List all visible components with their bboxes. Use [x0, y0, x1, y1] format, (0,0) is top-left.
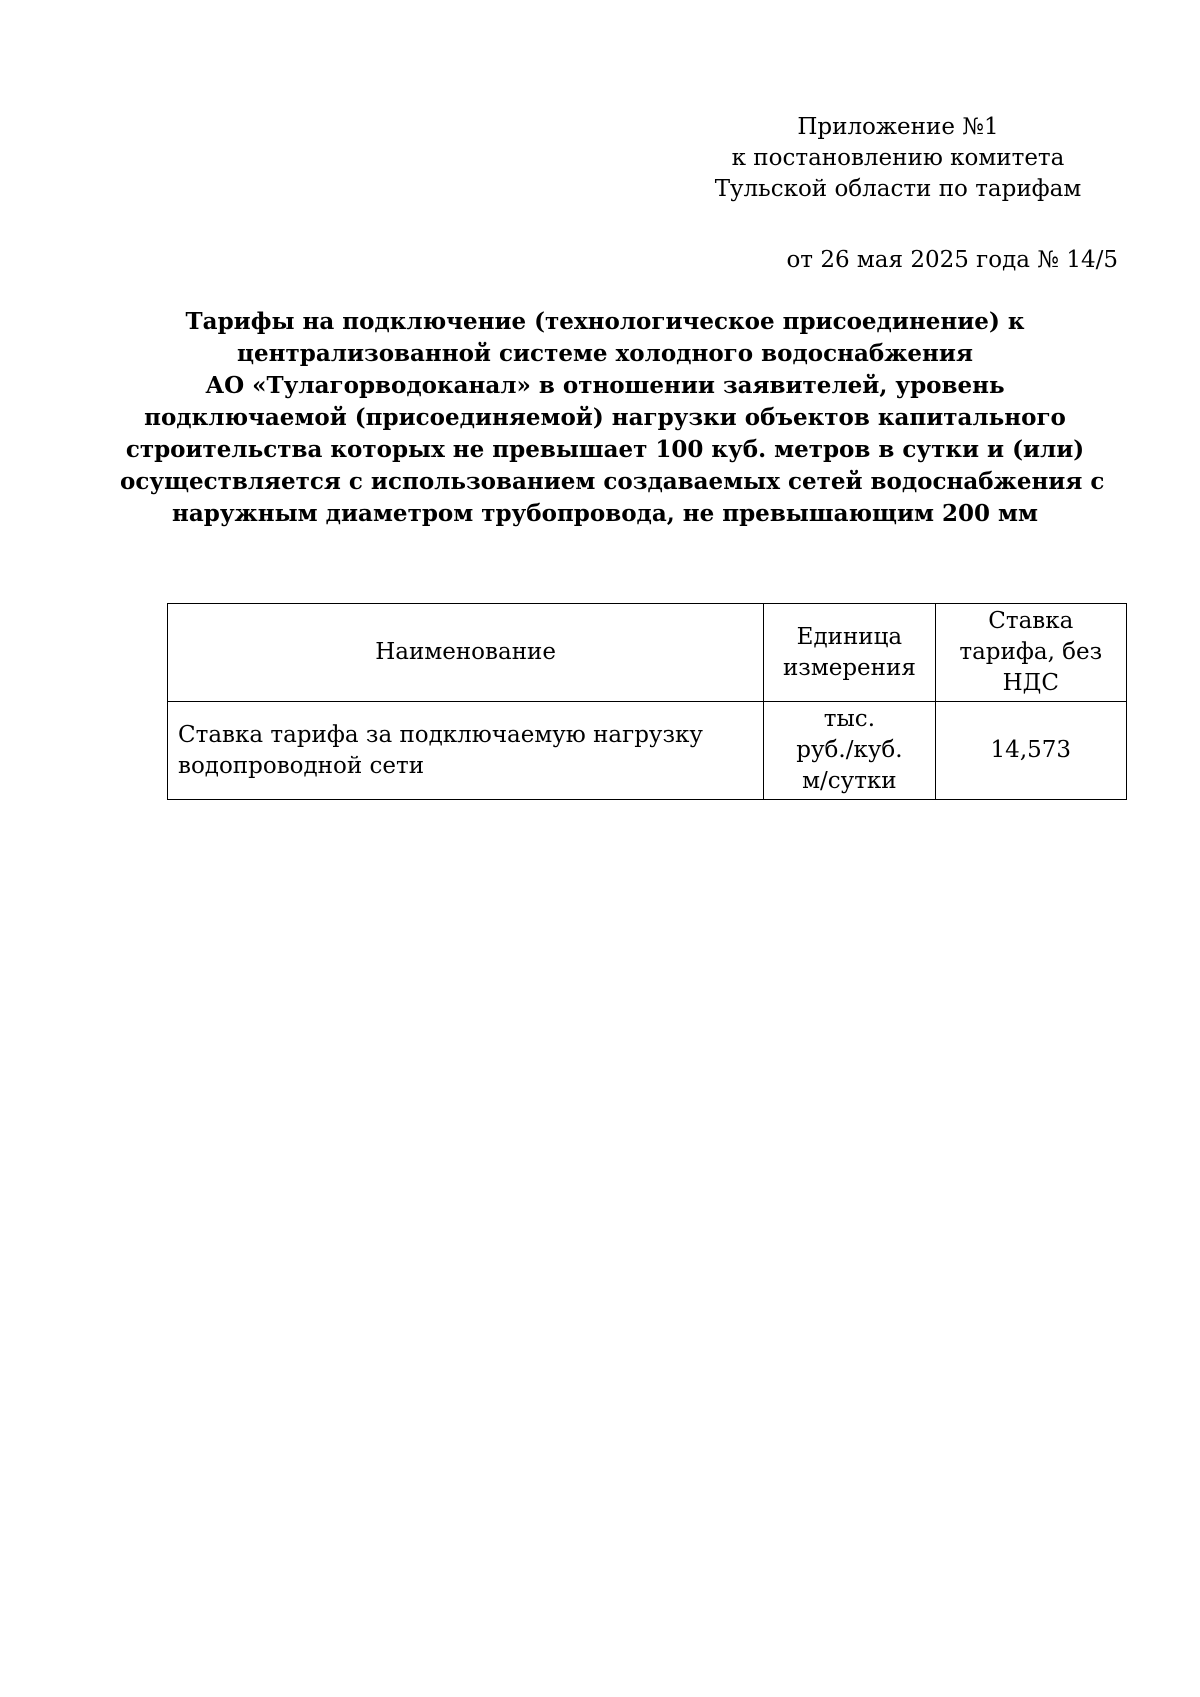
row-unit-line: руб./куб. [796, 737, 903, 763]
row-name-cell [168, 702, 764, 800]
row-name-line: Ставка тарифа за подключаемую нагрузку [178, 721, 703, 748]
title-line: централизованной системе холодного водоснабжения [237, 340, 973, 367]
table-header-row [168, 604, 1127, 702]
row-unit-cell [764, 702, 935, 800]
title-line: строительства которых не превышает 100 куб. метров в сутки и (или) [125, 436, 1085, 463]
header-unit-line: измерения [782, 654, 916, 681]
row-unit-line: тыс. [823, 706, 876, 732]
header-unit [764, 604, 935, 702]
header-rate-line: тарифа, без [959, 639, 1103, 665]
title-line: осуществляется с использованием создаваемых сетей водоснабжения с [120, 468, 1105, 495]
title-line: подключаемой (присоединяемой) нагрузки объектов капитального [144, 404, 1066, 431]
row-unit-line: м/сутки [802, 768, 897, 794]
document-title [120, 306, 1105, 530]
appendix-number: Приложение №1 [797, 114, 999, 140]
appendix-reference: к постановлению комитета [731, 145, 1065, 171]
header-rate-line: Ставка [988, 608, 1074, 634]
table-row [168, 702, 1127, 800]
header-name [168, 604, 764, 702]
appendix-header [688, 112, 1108, 205]
tariff-table [167, 603, 1127, 800]
resolution-date: от 26 мая 2025 года № 14/5 [786, 247, 1118, 273]
row-name-line: водопроводной сети [178, 752, 425, 779]
row-rate-value: 14,573 [990, 737, 1072, 763]
title-line: Тарифы на подключение (технологическое присоединение) к [185, 308, 1025, 335]
appendix-authority: Тульской области по тарифам [714, 176, 1082, 202]
title-line: АО «Тулагорводоканал» в отношении заявителей, уровень [205, 372, 1005, 399]
header-rate-line: НДС [1002, 670, 1059, 696]
row-rate-cell [935, 702, 1126, 800]
header-unit-line: Единица [796, 623, 903, 650]
header-rate [935, 604, 1126, 702]
header-name-label: Наименование [375, 639, 556, 665]
title-line: наружным диаметром трубопровода, не превышающим 200 мм [172, 500, 1038, 527]
